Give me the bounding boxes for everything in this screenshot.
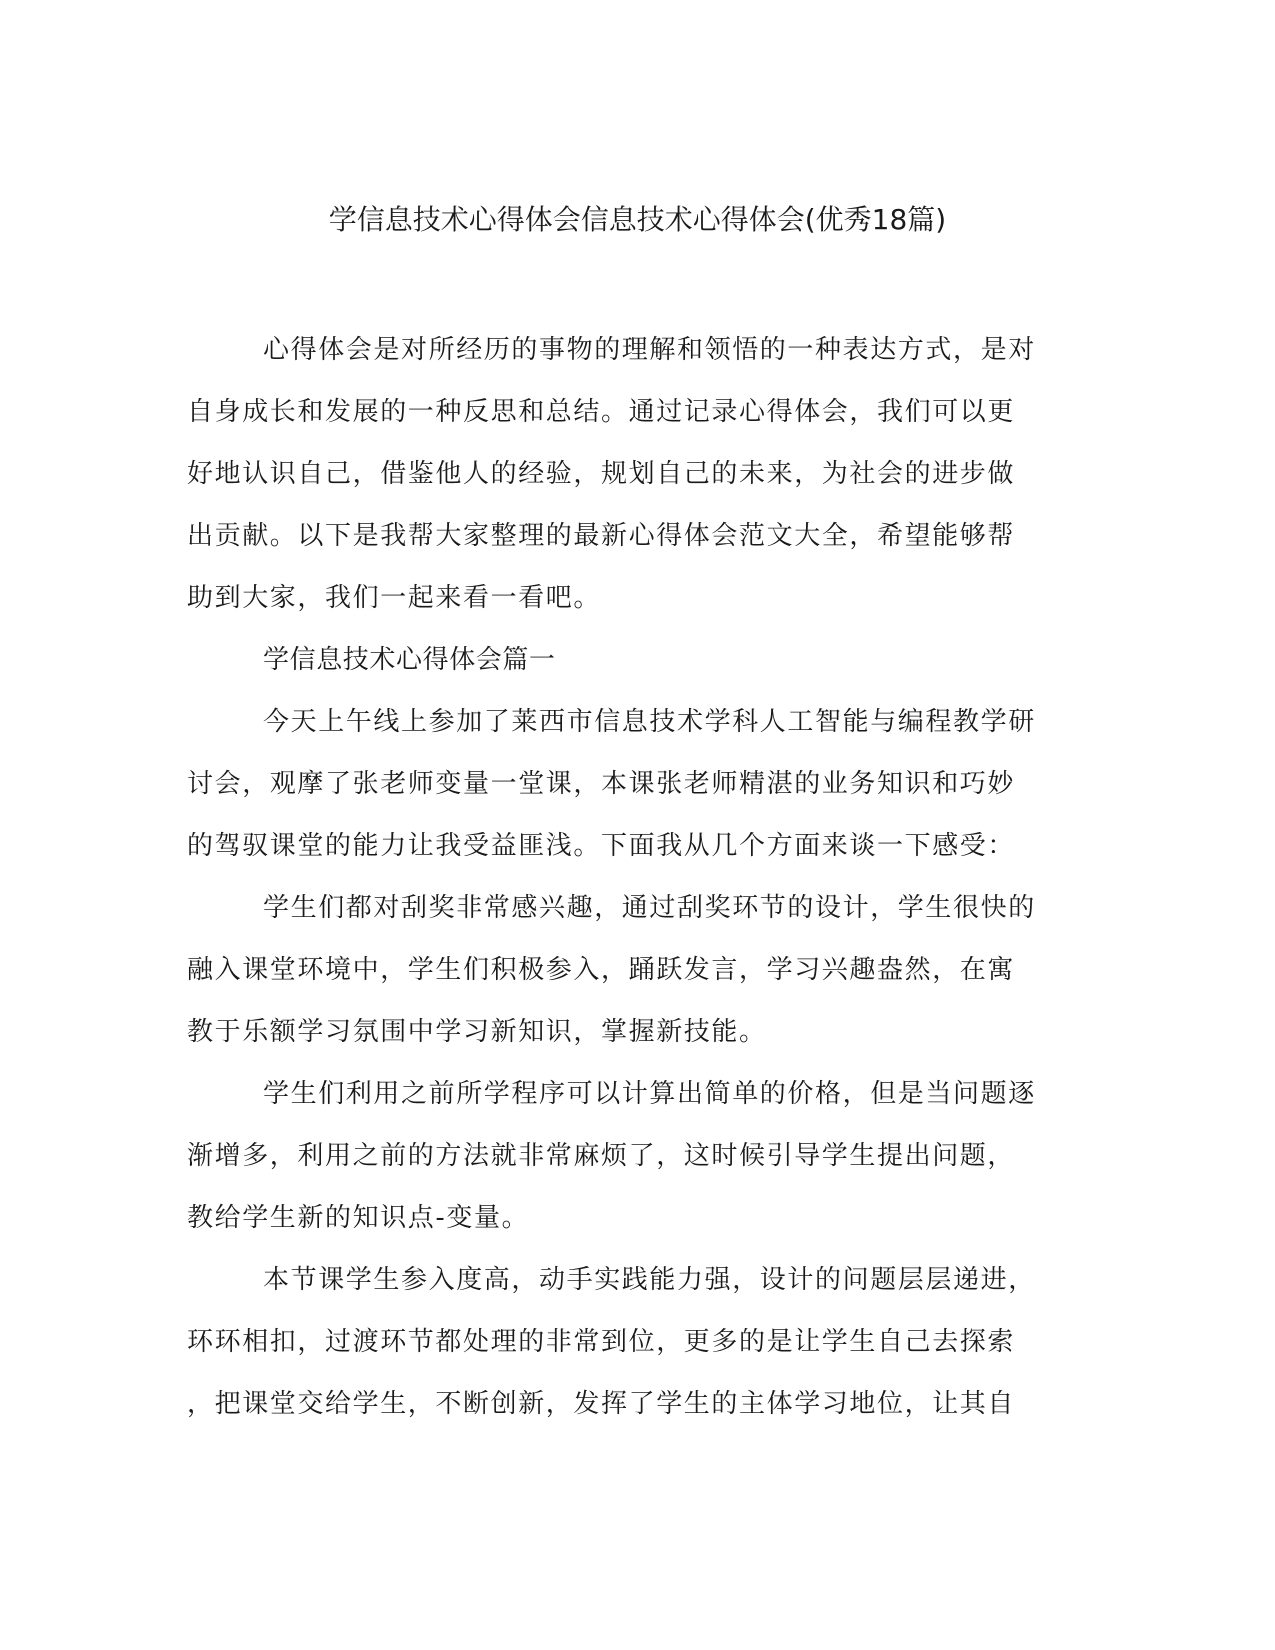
paragraph-line: 讨会，观摩了张老师变量一堂课，本课张老师精湛的业务知识和巧妙 — [187, 769, 1016, 799]
paragraph-line: 教给学生新的知识点-变量。 — [187, 1203, 530, 1233]
paragraph-line: 今天上午线上参加了莱西市信息技术学科人工智能与编程教学研 — [263, 707, 1036, 737]
section-heading: 学信息技术心得体会篇一 — [263, 645, 556, 675]
intro-line: 助到大家，我们一起来看一看吧。 — [187, 583, 602, 613]
paragraph-line: 本节课学生参入度高，动手实践能力强，设计的问题层层递进， — [263, 1265, 1036, 1295]
paragraph-line: 融入课堂环境中，学生们积极参入，踊跃发言，学习兴趣盎然，在寓 — [187, 955, 1016, 985]
paragraph-line: 教于乐额学习氛围中学习新知识，掌握新技能。 — [187, 1017, 767, 1047]
paragraph-line: 学生们都对刮奖非常感兴趣，通过刮奖环节的设计，学生很快的 — [263, 893, 1036, 923]
paragraph-line: ，把课堂交给学生，不断创新，发挥了学生的主体学习地位，让其自 — [187, 1389, 1016, 1419]
intro-line: 出贡献。以下是我帮大家整理的最新心得体会范文大全，希望能够帮 — [187, 521, 1016, 551]
document-title: 学信息技术心得体会信息技术心得体会(优秀18篇) — [328, 203, 947, 236]
intro-line: 心得体会是对所经历的事物的理解和领悟的一种表达方式，是对 — [263, 335, 1036, 365]
intro-line: 自身成长和发展的一种反思和总结。通过记录心得体会，我们可以更 — [187, 397, 1016, 427]
paragraph-line: 的驾驭课堂的能力让我受益匪浅。下面我从几个方面来谈一下感受： — [187, 831, 1016, 861]
paragraph-line: 环环相扣，过渡环节都处理的非常到位，更多的是让学生自己去探索 — [187, 1327, 1016, 1357]
paragraph-line: 渐增多，利用之前的方法就非常麻烦了，这时候引导学生提出问题， — [187, 1141, 1016, 1171]
document-body — [187, 330, 1087, 1446]
paragraph-line: 学生们利用之前所学程序可以计算出简单的价格，但是当问题逐 — [263, 1079, 1036, 1109]
intro-line: 好地认识自己，借鉴他人的经验，规划自己的未来，为社会的进步做 — [187, 459, 1016, 489]
